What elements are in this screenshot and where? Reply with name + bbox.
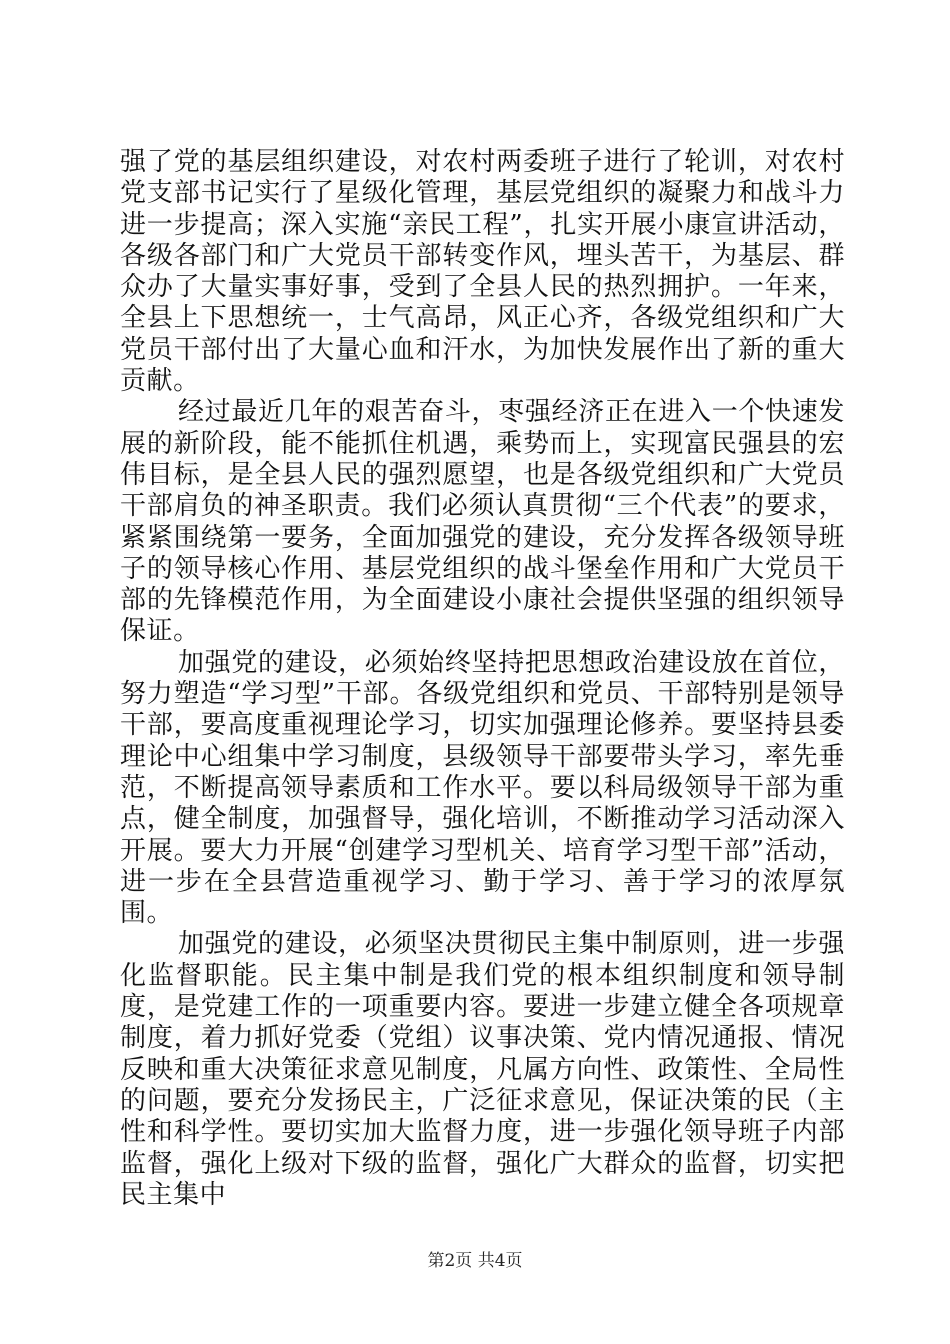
page-footer: 第2页 共4页 — [427, 1251, 523, 1271]
paragraph-3: 加强党的建设，必须始终坚持把思想政治建设放在首位，努力塑造“学习型”干部。各级党组织和党员、干部特别是领导干部，要高度重视理论学习，切实加强理论修养。要坚持县委理论中心组集中学习制度，县级领导干部要带头学习，率先垂范，不断提高领导素质和工作水平。要以科局级领导干部为重点，健全制度，加强督导，强化培训，不断推动学习活动深入开展。要大力开展“创建学习型机关、培育学习型干部”活动，进一步在全县营造重视学习、勤于学习、善于学习的浓厚氛围。 — [120, 647, 845, 929]
body-text — [120, 147, 845, 1211]
paragraph-4: 加强党的建设，必须坚决贯彻民主集中制原则，进一步强化监督职能。民主集中制是我们党的根本组织制度和领导制度，是党建工作的一项重要内容。要进一步建立健全各项规章制度，着力抓好党委（党组）议事决策、党内情况通报、情况反映和重大决策征求意见制度，凡属方向性、政策性、全局性的问题，要充分发扬民主，广泛征求意见，保证决策的民（主性和科学性。要切实加大监督力度，进一步强化领导班子内部监督，强化上级对下级的监督，强化广大群众的监督，切实把民主集中 — [120, 929, 845, 1210]
paragraph-1: 强了党的基层组织建设，对农村两委班子进行了轮训，对农村党支部书记实行了星级化管理，基层党组织的凝聚力和战斗力进一步提高；深入实施“亲民工程”，扎实开展小康宣讲活动，各级各部门和广大党员干部转变作风，埋头苦干，为基层、群众办了大量实事好事，受到了全县人民的热烈拥护。一年来，全县上下思想统一，士气高昂，风正心齐，各级党组织和广大党员干部付出了大量心血和汗水，为加快发展作出了新的重大贡献。 — [120, 147, 845, 397]
paragraph-2: 经过最近几年的艰苦奋斗，枣强经济正在进入一个快速发展的新阶段，能不能抓住机遇，乘势而上，实现富民强县的宏伟目标，是全县人民的强烈愿望，也是各级党组织和广大党员干部肩负的神圣职责。我们必须认真贯彻“三个代表”的要求，紧紧围绕第一要务，全面加强党的建设，充分发挥各级领导班子的领导核心作用、基层党组织的战斗堡垒作用和广大党员干部的先锋模范作用，为全面建设小康社会提供坚强的组织领导保证。 — [120, 397, 845, 647]
